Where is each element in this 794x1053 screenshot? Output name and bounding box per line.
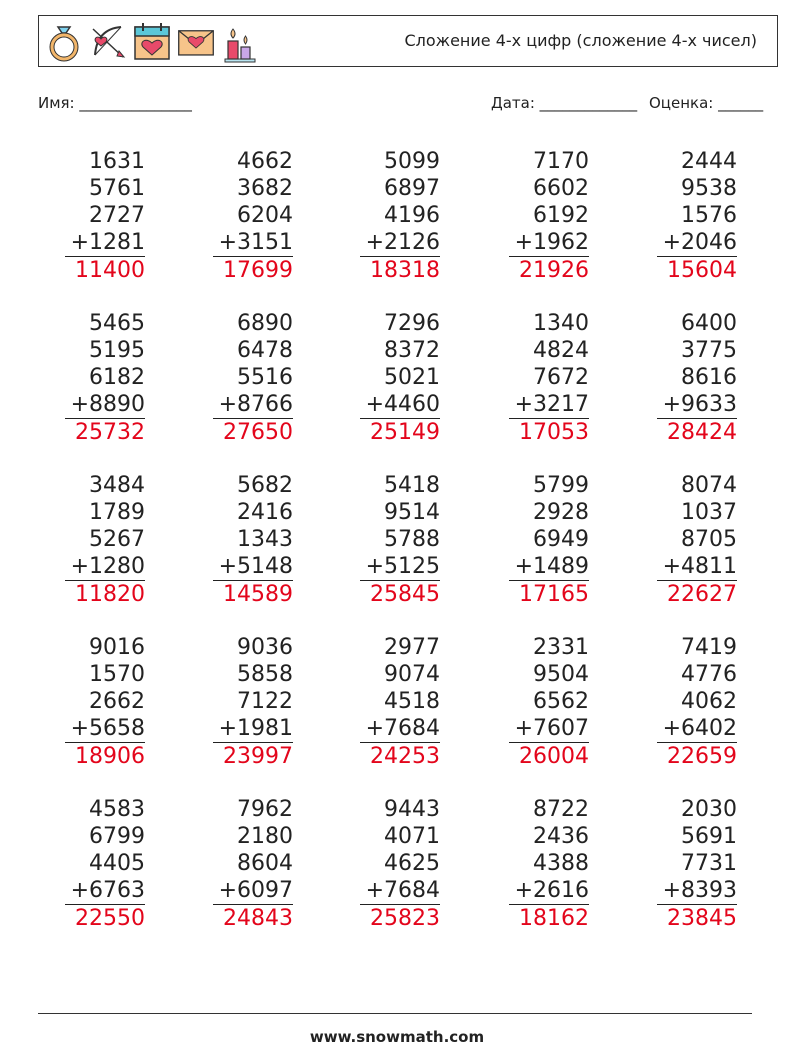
addend: 3484 <box>89 473 145 498</box>
addition-problem <box>469 148 589 285</box>
addend-with-plus: +6097 <box>218 878 293 903</box>
addend: 5099 <box>384 149 440 174</box>
addend-with-plus: +7684 <box>365 716 440 741</box>
addition-problem <box>320 634 440 771</box>
addend-with-plus: +4460 <box>365 392 440 417</box>
addend: 7419 <box>681 635 737 660</box>
addition-problem <box>617 310 737 447</box>
addend: 2444 <box>681 149 737 174</box>
addend: 9514 <box>384 500 440 525</box>
answer: 22627 <box>667 582 737 607</box>
addition-problem <box>469 796 589 933</box>
footer-site: www.snowmath.com <box>309 1028 485 1046</box>
addend-with-plus: +5148 <box>218 554 293 579</box>
addend: 5858 <box>237 662 293 687</box>
addend-with-plus: +8890 <box>70 392 145 417</box>
addend-with-plus: +2616 <box>514 878 589 903</box>
addend: 9443 <box>384 797 440 822</box>
addend: 5788 <box>384 527 440 552</box>
addend-with-plus: +1981 <box>218 716 293 741</box>
addend-with-plus: +3151 <box>218 230 293 255</box>
answer: 11400 <box>75 258 145 283</box>
addend: 1340 <box>533 311 589 336</box>
addition-problem <box>25 796 145 933</box>
footer-divider <box>38 1013 752 1014</box>
addend: 1789 <box>89 500 145 525</box>
addend-with-plus: +4811 <box>662 554 737 579</box>
addend: 4662 <box>237 149 293 174</box>
addend: 2662 <box>89 689 145 714</box>
addition-problem <box>25 472 145 609</box>
addend: 6478 <box>237 338 293 363</box>
answer: 25732 <box>75 420 145 445</box>
addend: 7170 <box>533 149 589 174</box>
addition-problem <box>173 310 293 447</box>
addend-with-plus: +5658 <box>70 716 145 741</box>
addition-problem <box>617 634 737 771</box>
addend: 5465 <box>89 311 145 336</box>
answer: 25823 <box>370 906 440 931</box>
addend: 1570 <box>89 662 145 687</box>
addition-problem <box>173 472 293 609</box>
addition-problem <box>469 634 589 771</box>
addend: 5691 <box>681 824 737 849</box>
addend: 1037 <box>681 500 737 525</box>
addend: 5682 <box>237 473 293 498</box>
answer: 15604 <box>667 258 737 283</box>
addition-problem <box>320 148 440 285</box>
addend: 2416 <box>237 500 293 525</box>
worksheet-header <box>38 15 778 67</box>
answer: 24843 <box>223 906 293 931</box>
addition-problem <box>617 796 737 933</box>
answer: 28424 <box>667 420 737 445</box>
addend-with-plus: +6763 <box>70 878 145 903</box>
addend: 6602 <box>533 176 589 201</box>
addend: 4071 <box>384 824 440 849</box>
answer: 18162 <box>519 906 589 931</box>
addend: 3775 <box>681 338 737 363</box>
addend: 8074 <box>681 473 737 498</box>
addend: 6204 <box>237 203 293 228</box>
addition-problem <box>25 634 145 771</box>
addend-with-plus: +7684 <box>365 878 440 903</box>
addend: 7122 <box>237 689 293 714</box>
addition-problem <box>469 472 589 609</box>
addend: 8705 <box>681 527 737 552</box>
answer: 11820 <box>75 582 145 607</box>
answer: 23997 <box>223 744 293 769</box>
addend-with-plus: +9633 <box>662 392 737 417</box>
addend: 2928 <box>533 500 589 525</box>
addend: 9036 <box>237 635 293 660</box>
addend-with-plus: +1281 <box>70 230 145 255</box>
addend-with-plus: +1280 <box>70 554 145 579</box>
addend: 4824 <box>533 338 589 363</box>
answer: 17165 <box>519 582 589 607</box>
addend: 5021 <box>384 365 440 390</box>
addend-with-plus: +6402 <box>662 716 737 741</box>
addend: 6192 <box>533 203 589 228</box>
addend: 9504 <box>533 662 589 687</box>
addend: 9016 <box>89 635 145 660</box>
addend: 3682 <box>237 176 293 201</box>
addend: 9538 <box>681 176 737 201</box>
addition-problem <box>617 148 737 285</box>
addend: 5267 <box>89 527 145 552</box>
addend: 6562 <box>533 689 589 714</box>
addend: 2436 <box>533 824 589 849</box>
addend: 4405 <box>89 851 145 876</box>
answer: 17699 <box>223 258 293 283</box>
answer: 24253 <box>370 744 440 769</box>
addition-problem <box>173 634 293 771</box>
addition-problem <box>320 796 440 933</box>
addend-with-plus: +2126 <box>365 230 440 255</box>
answer: 22659 <box>667 744 737 769</box>
answer: 14589 <box>223 582 293 607</box>
answer: 18318 <box>370 258 440 283</box>
love-letter-icon <box>177 21 215 63</box>
addend: 8722 <box>533 797 589 822</box>
addend: 2180 <box>237 824 293 849</box>
addend-with-plus: +8393 <box>662 878 737 903</box>
answer: 22550 <box>75 906 145 931</box>
addend: 5761 <box>89 176 145 201</box>
addend: 1631 <box>89 149 145 174</box>
addition-problem <box>617 472 737 609</box>
answer: 21926 <box>519 258 589 283</box>
answer: 25149 <box>370 420 440 445</box>
addend-with-plus: +5125 <box>365 554 440 579</box>
addend: 6799 <box>89 824 145 849</box>
addend: 4583 <box>89 797 145 822</box>
addend: 8616 <box>681 365 737 390</box>
addend-with-plus: +1489 <box>514 554 589 579</box>
addend: 6400 <box>681 311 737 336</box>
addend: 7962 <box>237 797 293 822</box>
answer: 23845 <box>667 906 737 931</box>
addend: 1343 <box>237 527 293 552</box>
addend: 4776 <box>681 662 737 687</box>
addend: 8604 <box>237 851 293 876</box>
addend: 8372 <box>384 338 440 363</box>
worksheet-title: Сложение 4-х цифр (сложение 4-х чисел) <box>404 31 757 50</box>
addition-problem <box>320 310 440 447</box>
addend-with-plus: +3217 <box>514 392 589 417</box>
addend: 5418 <box>384 473 440 498</box>
grade-field: Оценка: ______ <box>649 94 764 112</box>
header-icons <box>45 20 259 64</box>
answer: 27650 <box>223 420 293 445</box>
addend: 2727 <box>89 203 145 228</box>
answer: 25845 <box>370 582 440 607</box>
name-field: Имя: _______________ <box>38 94 192 112</box>
addend: 2030 <box>681 797 737 822</box>
addition-problem <box>173 796 293 933</box>
addend: 6890 <box>237 311 293 336</box>
addition-problem <box>173 148 293 285</box>
candles-icon <box>221 21 259 63</box>
addend: 5516 <box>237 365 293 390</box>
addend-with-plus: +1962 <box>514 230 589 255</box>
addition-problem <box>25 310 145 447</box>
date-field: Дата: _____________ <box>491 94 638 112</box>
addend: 6182 <box>89 365 145 390</box>
addition-problem <box>469 310 589 447</box>
addend: 7296 <box>384 311 440 336</box>
addend: 9074 <box>384 662 440 687</box>
addend: 4196 <box>384 203 440 228</box>
addend: 2331 <box>533 635 589 660</box>
addend: 6949 <box>533 527 589 552</box>
calendar-heart-icon <box>133 21 171 63</box>
addition-problem <box>25 148 145 285</box>
addition-problem <box>320 472 440 609</box>
addend: 7672 <box>533 365 589 390</box>
answer: 26004 <box>519 744 589 769</box>
answer: 17053 <box>519 420 589 445</box>
addend: 4388 <box>533 851 589 876</box>
addend: 1576 <box>681 203 737 228</box>
bow-arrow-icon <box>89 21 127 63</box>
addend-with-plus: +2046 <box>662 230 737 255</box>
ring-icon <box>45 21 83 63</box>
addend: 4625 <box>384 851 440 876</box>
addend-with-plus: +7607 <box>514 716 589 741</box>
addend: 5799 <box>533 473 589 498</box>
answer: 18906 <box>75 744 145 769</box>
addend-with-plus: +8766 <box>218 392 293 417</box>
addend: 6897 <box>384 176 440 201</box>
addend: 4518 <box>384 689 440 714</box>
addend: 2977 <box>384 635 440 660</box>
addend: 4062 <box>681 689 737 714</box>
addend: 5195 <box>89 338 145 363</box>
addend: 7731 <box>681 851 737 876</box>
